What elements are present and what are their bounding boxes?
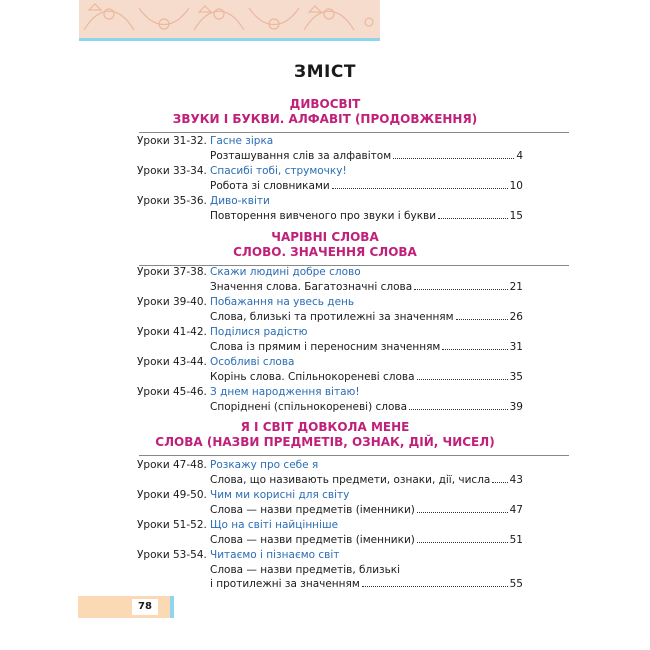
lesson-topic xyxy=(210,563,523,577)
section-divider xyxy=(139,455,569,456)
lesson-number: Уроки 33-34. xyxy=(137,165,207,177)
lesson-topic xyxy=(210,310,523,324)
lesson-topic xyxy=(210,503,523,517)
section-heading-line: ЗВУКИ І БУКВИ. АЛФАВІТ (ПРОДОВЖЕННЯ) xyxy=(172,112,478,126)
lesson-topic xyxy=(210,149,523,163)
dot-leader xyxy=(442,340,507,350)
lesson-page-number: 31 xyxy=(509,341,523,353)
lesson-page-number: 15 xyxy=(509,210,523,222)
lesson-page-number: 47 xyxy=(509,504,523,516)
dot-leader xyxy=(414,280,507,290)
lesson-number: Уроки 53-54. xyxy=(137,549,207,561)
lesson-topic xyxy=(210,400,523,414)
dot-leader xyxy=(456,310,508,320)
page-number-tab xyxy=(78,596,174,618)
lesson-topic xyxy=(210,533,523,547)
lesson-topic-text: Розташування слів за алфавітом xyxy=(210,150,392,162)
lesson-number: Уроки 43-44. xyxy=(137,356,207,368)
toc-section xyxy=(75,420,575,456)
lesson-topic xyxy=(210,370,523,384)
lesson-title: Що на світі найцінніше xyxy=(210,519,339,531)
section-heading-line: Я І СВІТ ДОВКОЛА МЕНЕ xyxy=(240,420,410,434)
lesson-topic-text: Значення слова. Багатозначні слова xyxy=(210,281,413,293)
dot-leader xyxy=(409,400,508,410)
lesson-number: Уроки 45-46. xyxy=(137,386,207,398)
lesson-page-number: 10 xyxy=(509,180,523,192)
lesson-title: Поділися радістю xyxy=(210,326,308,338)
section-heading xyxy=(75,230,575,260)
page-title: ЗМІСТ xyxy=(294,62,356,82)
lesson-topic-text: Корінь слова. Спільнокореневі слова xyxy=(210,371,415,383)
lesson-page-number: 35 xyxy=(509,371,523,383)
toc-section xyxy=(75,97,575,133)
section-divider xyxy=(139,132,569,133)
lesson-number: Уроки 47-48. xyxy=(137,459,207,471)
dot-leader xyxy=(417,503,508,513)
lesson-title: З днем народження вітаю! xyxy=(210,386,360,398)
lesson-number: Уроки 39-40. xyxy=(137,296,207,308)
lesson-title: Розкажу про себе я xyxy=(210,459,319,471)
lesson-title: Особливі слова xyxy=(210,356,295,368)
lesson-number: Уроки 49-50. xyxy=(137,489,207,501)
ornament-pattern-icon xyxy=(79,0,380,38)
lesson-topic-text: Робота зі словниками xyxy=(210,180,330,192)
lesson-number: Уроки 35-36. xyxy=(137,195,207,207)
section-heading-line: СЛОВО. ЗНАЧЕННЯ СЛОВА xyxy=(233,245,417,259)
lesson-page-number: 51 xyxy=(509,534,523,546)
section-heading-line: ДИВОСВІТ xyxy=(289,97,361,111)
lesson-topic-text: Споріднені (спільнокореневі) слова xyxy=(210,401,408,413)
lesson-topic-text: Слова із прямим і переносним значенням xyxy=(210,341,441,353)
section-heading-line: ЧАРІВНІ СЛОВА xyxy=(271,230,379,244)
lesson-topic xyxy=(210,280,523,294)
lesson-page-number: 39 xyxy=(509,401,523,413)
lesson-page-number: 43 xyxy=(509,474,523,486)
lesson-topic xyxy=(210,209,523,223)
lesson-topic xyxy=(210,179,523,193)
lesson-topic-text: і протилежні за значенням xyxy=(210,578,360,590)
section-heading xyxy=(75,97,575,127)
lesson-page-number: 55 xyxy=(509,578,523,590)
lesson-topic xyxy=(210,577,523,591)
lesson-number: Уроки 31-32. xyxy=(137,135,207,147)
lesson-number: Уроки 51-52. xyxy=(137,519,207,531)
dot-leader xyxy=(492,473,507,483)
lesson-topic xyxy=(210,340,523,354)
lesson-topic-text: Слова, що називають предмети, ознаки, дії, числа xyxy=(210,474,491,486)
page-number: 78 xyxy=(132,599,158,615)
lesson-topic-text: Слова — назви предметів, близькі xyxy=(210,564,401,576)
lesson-title: Побажання на увесь день xyxy=(210,296,355,308)
lesson-number: Уроки 37-38. xyxy=(137,266,207,278)
toc-section xyxy=(75,230,575,266)
lesson-title: Спасибі тобі, струмочку! xyxy=(210,165,347,177)
lesson-topic xyxy=(210,473,523,487)
lesson-title: Чим ми корисні для світу xyxy=(210,489,350,501)
lesson-title: Читаємо і пізнаємо світ xyxy=(210,549,340,561)
dot-leader xyxy=(417,370,508,380)
dot-leader xyxy=(393,149,514,159)
lesson-number: Уроки 41-42. xyxy=(137,326,207,338)
section-heading xyxy=(75,420,575,450)
lesson-title: Диво-квіти xyxy=(210,195,270,207)
lesson-title: Скажи людині добре слово xyxy=(210,266,361,278)
dot-leader xyxy=(438,209,508,219)
decorative-ornament-banner xyxy=(79,0,380,41)
section-heading-line: СЛОВА (НАЗВИ ПРЕДМЕТІВ, ОЗНАК, ДІЙ, ЧИСЕЛ) xyxy=(155,435,495,449)
lesson-page-number: 4 xyxy=(516,150,523,162)
lesson-topic-text: Слова, близькі та протилежні за значенням xyxy=(210,311,454,323)
lesson-page-number: 21 xyxy=(509,281,523,293)
lesson-page-number: 26 xyxy=(509,311,523,323)
dot-leader xyxy=(332,179,508,189)
lesson-title: Гасне зірка xyxy=(210,135,274,147)
lesson-topic-text: Повторення вивченого про звуки і букви xyxy=(210,210,437,222)
lesson-topic-text: Слова — назви предметів (іменники) xyxy=(210,504,415,516)
dot-leader xyxy=(417,533,508,543)
lesson-topic-text: Слова — назви предметів (іменники) xyxy=(210,534,415,546)
dot-leader xyxy=(362,577,508,587)
